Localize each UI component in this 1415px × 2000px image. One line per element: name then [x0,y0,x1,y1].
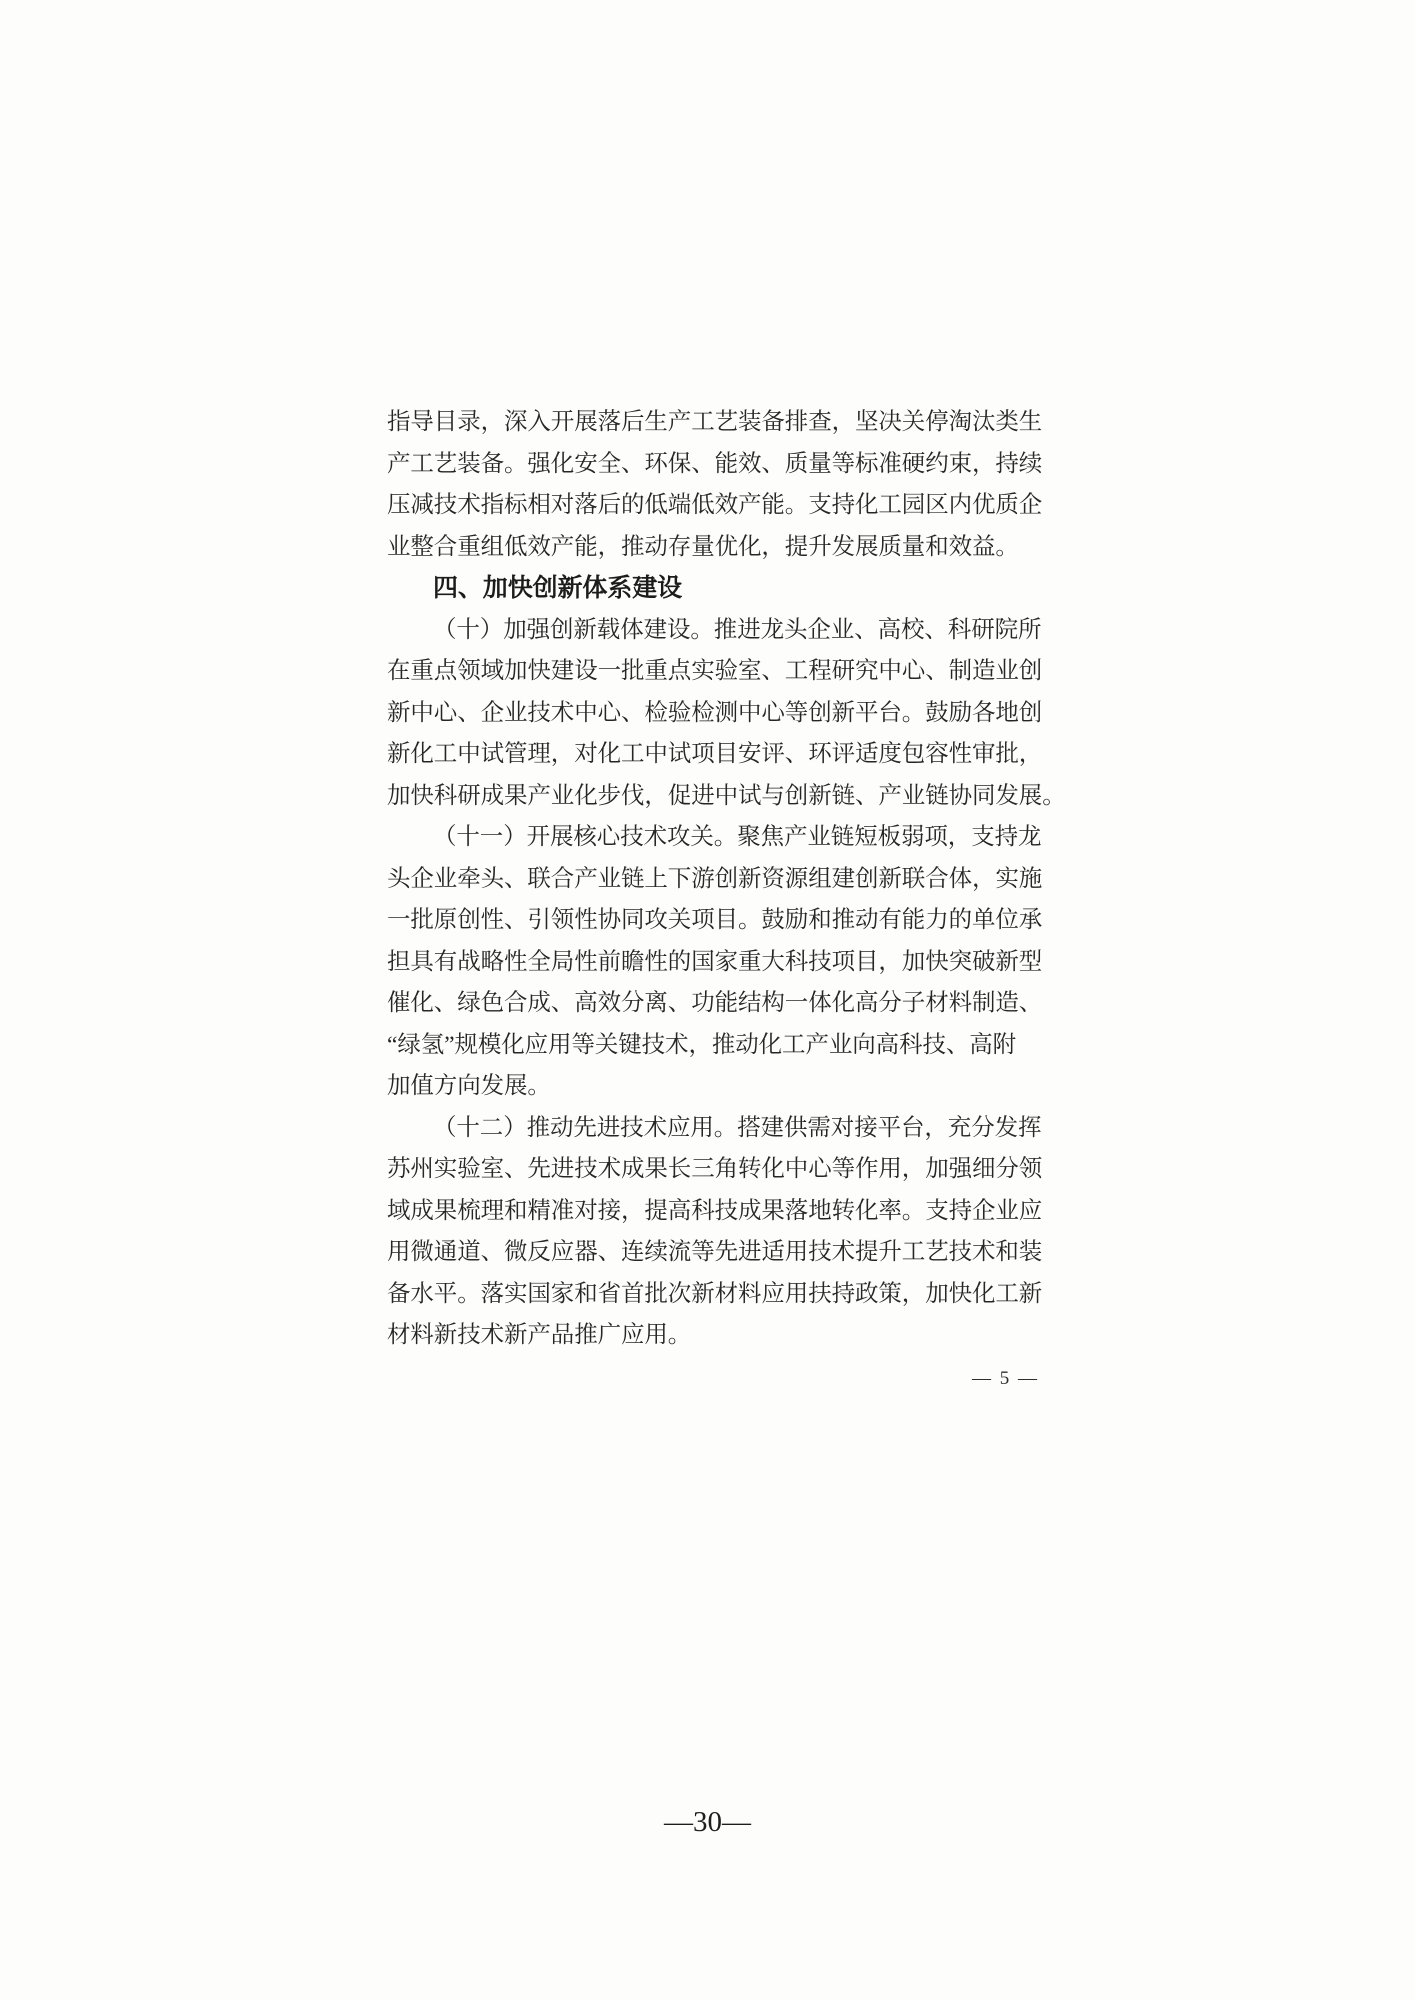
text-line: 一批原创性、引领性协同攻关项目。鼓励和推动有能力的单位承 [387,907,1043,933]
text-line: 备水平。落实国家和省首批次新材料应用扶持政策，加快化工新 [387,1280,1043,1307]
document-body [387,402,1066,1357]
text-line: 产工艺装备。强化安全、环保、能效、质量等标准硬约束，持续 [387,450,1043,477]
page-number: — 5 — [972,1368,1039,1389]
text-line: （十一）开展核心技术攻关。聚焦产业链短板弱项，支持龙 [433,824,1042,850]
text-line: 苏州实验室、先进技术成果长三角转化中心等作用，加强细分领 [387,1156,1043,1182]
text-line: （十）加强创新载体建设。推进龙头企业、高校、科研院所 [433,616,1042,643]
text-line: 新化工中试管理，对化工中试项目安评、环评适度包容性审批， [387,741,1043,767]
footer-page-number: —30— [664,1806,751,1838]
text-line: 压减技术指标相对落后的低端低效产能。支持化工园区内优质企 [387,492,1043,518]
text-line: 在重点领域加快建设一批重点实验室、工程研究中心、制造业创 [387,658,1043,684]
text-line: 加值方向发展。 [387,1073,551,1099]
text-line: 材料新技术新产品推广应用。 [387,1322,692,1348]
text-line: 加快科研成果产业化步伐，促进中试与创新链、产业链协同发展。 [387,782,1066,809]
text-line: 用微通道、微反应器、连续流等先进适用技术提升工艺技术和装 [387,1239,1043,1265]
text-line: （十二）推动先进技术应用。搭建供需对接平台，充分发挥 [433,1114,1042,1141]
text-line: 头企业牵头、联合产业链上下游创新资源组建创新联合体，实施 [387,865,1043,892]
text-line: 指导目录，深入开展落后生产工艺装备排查，坚决关停淘汰类生 [387,409,1043,435]
text-line: 业整合重组低效产能，推动存量优化，提升发展质量和效益。 [387,533,1019,560]
section-heading: 四、加快创新体系建设 [433,574,683,602]
text-line: 域成果梳理和精准对接，提高科技成果落地转化率。支持企业应 [387,1197,1043,1224]
text-line: “绿氢”规模化应用等关键技术，推动化工产业向高科技、高附 [387,1031,1017,1058]
text-line: 新中心、企业技术中心、检验检测中心等创新平台。鼓励各地创 [387,699,1043,726]
text-line: 催化、绿色合成、高效分离、功能结构一体化高分子材料制造、 [387,990,1043,1016]
text-line: 担具有战略性全局性前瞻性的国家重大科技项目，加快突破新型 [387,948,1043,975]
